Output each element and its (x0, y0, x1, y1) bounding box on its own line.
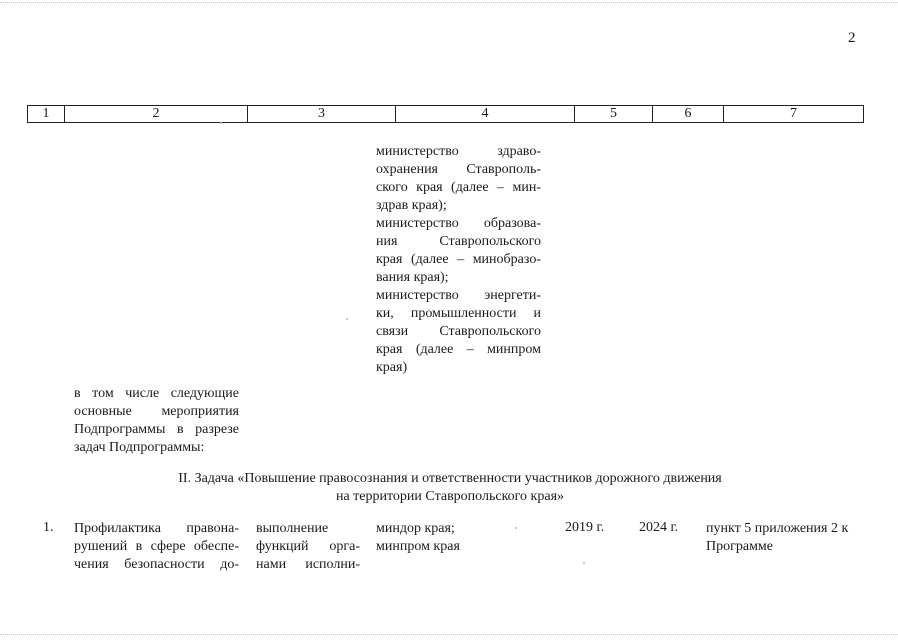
measure-type-line: функций орга- (256, 539, 360, 554)
scan-speck (220, 122, 222, 124)
scan-speck (515, 527, 517, 529)
bodies-line: связи Ставропольского (376, 324, 541, 339)
measure-name-line: Профилактика правона- (74, 521, 239, 536)
executor-line: миндор края; (376, 521, 455, 536)
indicator-link-cell (706, 520, 866, 556)
measure-name-line: чения безопасности до- (74, 557, 239, 572)
bodies-line: министерство здраво- (376, 144, 541, 159)
header-cell-2: 2 (65, 106, 248, 122)
section-heading-line-2: на территории Ставропольского края» (335, 489, 565, 504)
including-measures-text (74, 385, 239, 457)
executor-cell (376, 520, 486, 556)
table-header-row (27, 105, 864, 123)
bodies-line: ния Ставропольского (376, 234, 541, 249)
measure-type-cell (256, 520, 360, 574)
scan-edge-bottom (0, 634, 898, 635)
header-cell-6: 6 (653, 106, 724, 122)
header-cell-4: 4 (396, 106, 575, 122)
header-cell-3: 3 (248, 106, 396, 122)
including-line: Подпрограммы в разрезе (74, 422, 239, 437)
indicator-link-line: Программе (706, 539, 773, 554)
bodies-line: здрав края); (376, 198, 447, 213)
executor-line: минпром края (376, 539, 460, 554)
bodies-line: края (далее – минпром (376, 342, 541, 357)
bodies-line: министерство энергети- (376, 288, 541, 303)
bodies-line: края (далее – минобразо- (376, 252, 541, 267)
bodies-line: ки, промышленности и (376, 306, 541, 321)
measure-type-line: нами исполни- (256, 557, 360, 572)
scan-speck (583, 562, 585, 564)
bodies-line: министерство образова- (376, 216, 541, 231)
including-line: задач Подпрограммы: (74, 440, 205, 455)
bodies-line: вания края); (376, 270, 449, 285)
header-cell-7: 7 (790, 106, 797, 121)
scan-speck (346, 318, 348, 320)
section-heading-line-1: II. Задача «Повышение правосознания и ответственности участников дорожного движения (178, 471, 722, 486)
bodies-line: края) (376, 360, 408, 375)
end-year-cell: 2024 г. (639, 520, 679, 535)
including-line: в том числе следующие (74, 386, 239, 401)
row-number: 1. (43, 520, 54, 535)
measure-type-line: выполнение (256, 521, 329, 536)
bodies-line: охранения Ставрополь- (376, 162, 541, 177)
bodies-line: ского края (далее – мин- (376, 180, 541, 195)
start-year-cell: 2019 г. (565, 520, 605, 535)
executive-bodies-list (376, 143, 541, 377)
header-cell-1: 1 (28, 106, 65, 122)
including-line: основные мероприятия (74, 404, 239, 419)
scan-edge-top (0, 2, 898, 3)
section-heading (100, 470, 800, 506)
header-cell-5: 5 (575, 106, 653, 122)
measure-name-line: рушений в сфере обеспе- (74, 539, 239, 554)
measure-name-cell (74, 520, 239, 574)
indicator-link-line: пункт 5 приложения 2 к (706, 521, 849, 536)
page-number: 2 (848, 30, 856, 46)
